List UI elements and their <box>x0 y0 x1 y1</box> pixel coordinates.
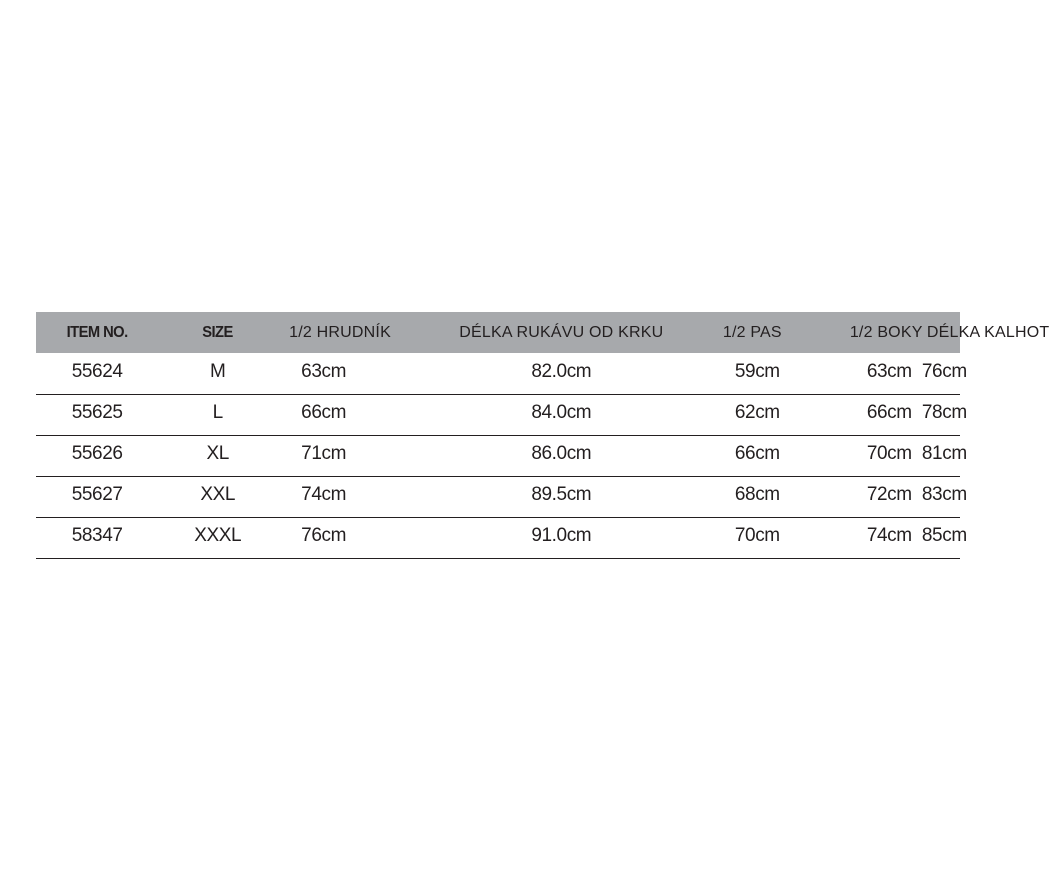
size-chart-body <box>36 353 967 558</box>
header-item-no: ITEM NO. <box>66 324 128 341</box>
header-size: SIZE <box>202 324 233 341</box>
table-row <box>36 353 960 394</box>
cell-half-waist: 66cm <box>734 443 780 464</box>
cell-size: L <box>212 402 223 423</box>
table-row <box>36 394 960 435</box>
cell-half-chest: 74cm <box>301 484 347 505</box>
size-chart-table <box>36 312 1049 559</box>
table-row <box>36 435 960 476</box>
cell-sleeve-length: 86.0cm <box>531 443 592 464</box>
cell-half-hips: 70cm <box>866 443 912 464</box>
cell-half-hips: 72cm <box>866 484 912 505</box>
cell-sleeve-length: 91.0cm <box>531 525 592 546</box>
cell-half-hips: 63cm <box>866 360 912 382</box>
cell-sleeve-length: 84.0cm <box>531 402 592 423</box>
cell-item-no: 55627 <box>71 484 123 505</box>
header-half-waist: 1/2 PAS <box>722 324 782 341</box>
table-row <box>36 517 960 558</box>
cell-size: XL <box>206 443 229 464</box>
cell-trouser-length: 85cm <box>921 525 967 546</box>
cell-size: XXL <box>200 484 236 505</box>
cell-item-no: 55626 <box>71 443 123 464</box>
cell-half-hips: 66cm <box>866 402 912 423</box>
header-hips-and-length: 1/2 BOKY DÉLKA KALHOT <box>849 324 1049 341</box>
size-chart-header <box>36 312 1049 353</box>
cell-half-waist: 68cm <box>734 484 780 505</box>
cell-half-hips: 74cm <box>866 525 912 546</box>
cell-trouser-length: 83cm <box>921 484 967 505</box>
cell-half-waist: 62cm <box>734 402 780 423</box>
cell-sleeve-length: 82.0cm <box>531 360 592 382</box>
cell-size: M <box>209 360 226 382</box>
cell-trouser-length: 81cm <box>921 443 967 464</box>
cell-half-chest: 66cm <box>301 402 347 423</box>
table-row <box>36 476 960 517</box>
cell-half-chest: 63cm <box>301 360 347 382</box>
cell-half-waist: 59cm <box>734 360 780 382</box>
cell-trouser-length: 76cm <box>921 360 967 382</box>
header-half-chest: 1/2 HRUDNÍK <box>289 324 391 341</box>
cell-half-waist: 70cm <box>734 525 780 546</box>
cell-size: XXXL <box>194 525 242 546</box>
header-sleeve-length: DÉLKA RUKÁVU OD KRKU <box>459 324 664 341</box>
cell-half-chest: 71cm <box>301 443 347 464</box>
cell-trouser-length: 78cm <box>921 402 967 423</box>
cell-item-no: 55625 <box>71 402 123 423</box>
cell-item-no: 55624 <box>71 360 123 382</box>
header-row <box>36 312 960 353</box>
cell-sleeve-length: 89.5cm <box>531 484 592 505</box>
cell-item-no: 58347 <box>71 525 123 546</box>
cell-half-chest: 76cm <box>301 525 347 546</box>
